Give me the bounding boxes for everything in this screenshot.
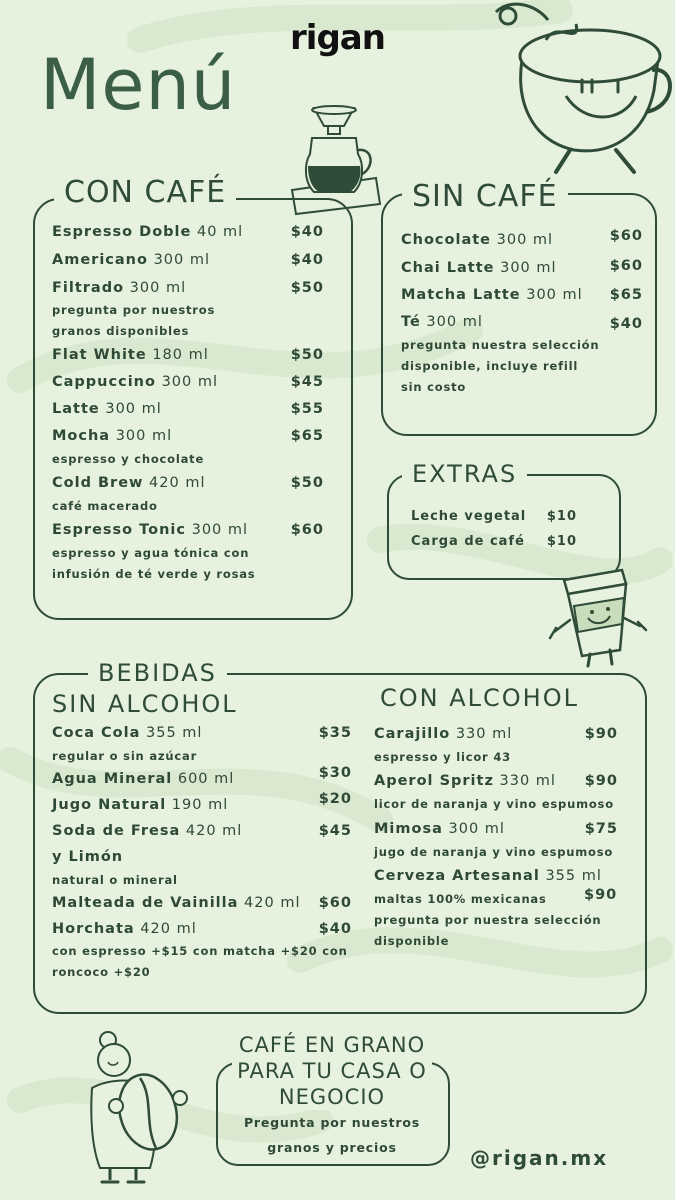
item-name: Espresso Tonic	[52, 522, 186, 538]
item-name: Mocha	[52, 428, 111, 444]
con-cafe-heading: CON CAFÉ	[54, 178, 236, 208]
item-size: 355 ml	[146, 725, 203, 741]
item-name: Cold Brew	[52, 475, 144, 491]
item-price: $60	[609, 258, 643, 274]
menu-item	[374, 821, 618, 837]
menu-item	[52, 224, 324, 240]
item-description: pregunta nuestra selección	[401, 338, 600, 352]
item-size: 420 ml	[149, 475, 206, 491]
item-description: espresso y licor 43	[374, 750, 511, 764]
item-size: 300 ml	[191, 522, 249, 538]
item-price: $55	[290, 401, 324, 417]
menu-item	[374, 868, 618, 884]
item-size: 300 ml	[500, 260, 557, 276]
coffee-cup-mascot-icon	[486, 0, 675, 182]
item-name: Carajillo	[374, 726, 451, 742]
item-price: $65	[290, 428, 324, 444]
takeaway-cup-mascot-icon	[548, 562, 648, 670]
menu-item	[52, 522, 324, 538]
menu-item	[411, 534, 577, 549]
item-price: $60	[290, 522, 324, 538]
menu-item	[52, 475, 324, 491]
item-price: $60	[609, 228, 643, 244]
bebidas-heading: BEBIDAS	[88, 661, 227, 685]
menu-item	[401, 314, 643, 332]
item-name: Agua Mineral	[52, 771, 173, 787]
menu-item	[52, 252, 324, 268]
item-name: Flat White	[52, 347, 147, 363]
item-description: con espresso +$15 con matcha +$20 con	[52, 944, 348, 958]
item-name: Espresso Doble	[52, 224, 192, 240]
item-price: $10	[546, 534, 577, 549]
item-description: disponible	[374, 934, 450, 948]
menu-item-continued	[52, 849, 352, 865]
sin-alcohol-heading: SIN ALCOHOL	[52, 690, 238, 718]
item-size: 180 ml	[152, 347, 209, 363]
item-price: $90	[584, 726, 618, 742]
item-price: $40	[290, 252, 324, 268]
menu-item	[52, 921, 352, 937]
item-description: pregunta por nuestros	[52, 303, 216, 317]
menu-item	[52, 428, 324, 444]
item-description: disponible, incluye refill	[401, 359, 579, 373]
item-size: 330 ml	[499, 773, 556, 789]
menu-item	[52, 791, 352, 813]
item-price: $90	[584, 773, 618, 789]
barista-with-bean-icon	[80, 1028, 190, 1188]
item-description: roncoco +$20	[52, 965, 151, 979]
extras-heading: EXTRAS	[402, 462, 527, 486]
item-description: jugo de naranja y vino espumoso	[374, 845, 614, 859]
item-description: espresso y agua tónica con	[52, 546, 250, 560]
item-description: natural o mineral	[52, 873, 178, 887]
item-name: Latte	[52, 401, 100, 417]
item-description: regular o sin azúcar	[52, 749, 198, 763]
item-price: $20	[318, 791, 352, 807]
item-size: 420 ml	[244, 895, 301, 911]
item-description: café macerado	[52, 499, 158, 513]
item-size: 300 ml	[115, 428, 173, 444]
item-size: 420 ml	[185, 823, 243, 839]
menu-item	[52, 280, 324, 296]
item-price: $50	[290, 347, 324, 363]
item-description: espresso y chocolate	[52, 452, 205, 466]
item-price: $50	[290, 475, 324, 491]
item-name: Horchata	[52, 921, 135, 937]
menu-item	[52, 374, 324, 390]
item-size: 300 ml	[129, 280, 187, 296]
item-size: 300 ml	[448, 821, 505, 837]
item-name: Filtrado	[52, 280, 125, 296]
item-name: Té	[401, 314, 421, 330]
item-description: granos disponibles	[52, 324, 190, 338]
item-price: $45	[318, 823, 352, 839]
item-size: 330 ml	[455, 726, 513, 742]
item-size: 300 ml	[426, 314, 483, 330]
item-price: $40	[318, 921, 352, 937]
item-name: Chocolate	[401, 232, 492, 248]
item-size: 300 ml	[526, 287, 583, 303]
item-description: licor de naranja y vino espumoso	[374, 797, 614, 811]
item-price: $45	[290, 374, 324, 390]
item-size: 300 ml	[105, 401, 162, 417]
item-name: Cerveza Artesanal	[374, 868, 540, 884]
item-price: $75	[584, 821, 618, 837]
menu-item	[401, 287, 643, 303]
item-name: Carga de café	[411, 534, 525, 549]
sin-cafe-heading: SIN CAFÉ	[402, 182, 568, 212]
brand-logo: rigan	[290, 18, 385, 58]
item-description: pregunta por nuestra selección	[374, 913, 602, 927]
item-price: $30	[318, 765, 352, 781]
item-price: $10	[546, 509, 577, 524]
item-name: Aperol Spritz	[374, 773, 494, 789]
item-name: Chai Latte	[401, 260, 495, 276]
item-description: infusión de té verde y rosas	[52, 567, 256, 581]
item-name: Cappuccino	[52, 374, 156, 390]
menu-item	[52, 347, 324, 363]
item-name: y Limón	[52, 849, 124, 865]
item-name: Malteada de Vainilla	[52, 895, 239, 911]
item-name: Soda de Fresa	[52, 823, 181, 839]
item-name: Coca Cola	[52, 725, 141, 741]
menu-item	[401, 260, 643, 276]
item-size: 420 ml	[140, 921, 197, 937]
menu-item	[411, 509, 577, 524]
item-size: 355 ml	[545, 868, 602, 884]
item-size: 40 ml	[196, 224, 244, 240]
item-size: 300 ml	[496, 232, 554, 248]
item-price: $35	[318, 725, 352, 741]
menu-item	[52, 725, 352, 741]
menu-item	[52, 401, 324, 417]
page-title: Menú	[40, 44, 237, 126]
menu-item	[374, 726, 618, 742]
item-price: $40	[609, 316, 643, 332]
con-alcohol-heading: CON ALCOHOL	[380, 684, 579, 712]
item-description: sin costo	[401, 380, 467, 394]
item-name: Americano	[52, 252, 148, 268]
menu-item	[401, 228, 643, 248]
item-description: maltas 100% mexicanas	[374, 892, 547, 906]
item-price: $60	[318, 895, 352, 911]
menu-item	[52, 823, 352, 839]
item-size: 300 ml	[153, 252, 211, 268]
item-price: $90	[584, 887, 618, 903]
cafe-grano-subtitle: Pregunta por nuestros granos y precios	[243, 1115, 421, 1155]
menu-item	[374, 773, 618, 789]
item-price: $40	[290, 224, 324, 240]
item-name: Leche vegetal	[411, 509, 527, 524]
item-price: $65	[609, 287, 643, 303]
item-price: $50	[290, 280, 324, 296]
menu-item	[52, 895, 352, 911]
item-name: Mimosa	[374, 821, 443, 837]
item-name: Jugo Natural	[52, 797, 167, 813]
item-name: Matcha Latte	[401, 287, 521, 303]
item-size: 300 ml	[161, 374, 219, 390]
menu-item	[52, 765, 352, 787]
social-handle[interactable]: @rigan.mx	[470, 1146, 609, 1170]
cafe-grano-title: CAFÉ EN GRANO PARA TU CASA O NEGOCIO	[232, 1032, 432, 1110]
item-size: 600 ml	[177, 771, 235, 787]
item-size: 190 ml	[171, 797, 229, 813]
